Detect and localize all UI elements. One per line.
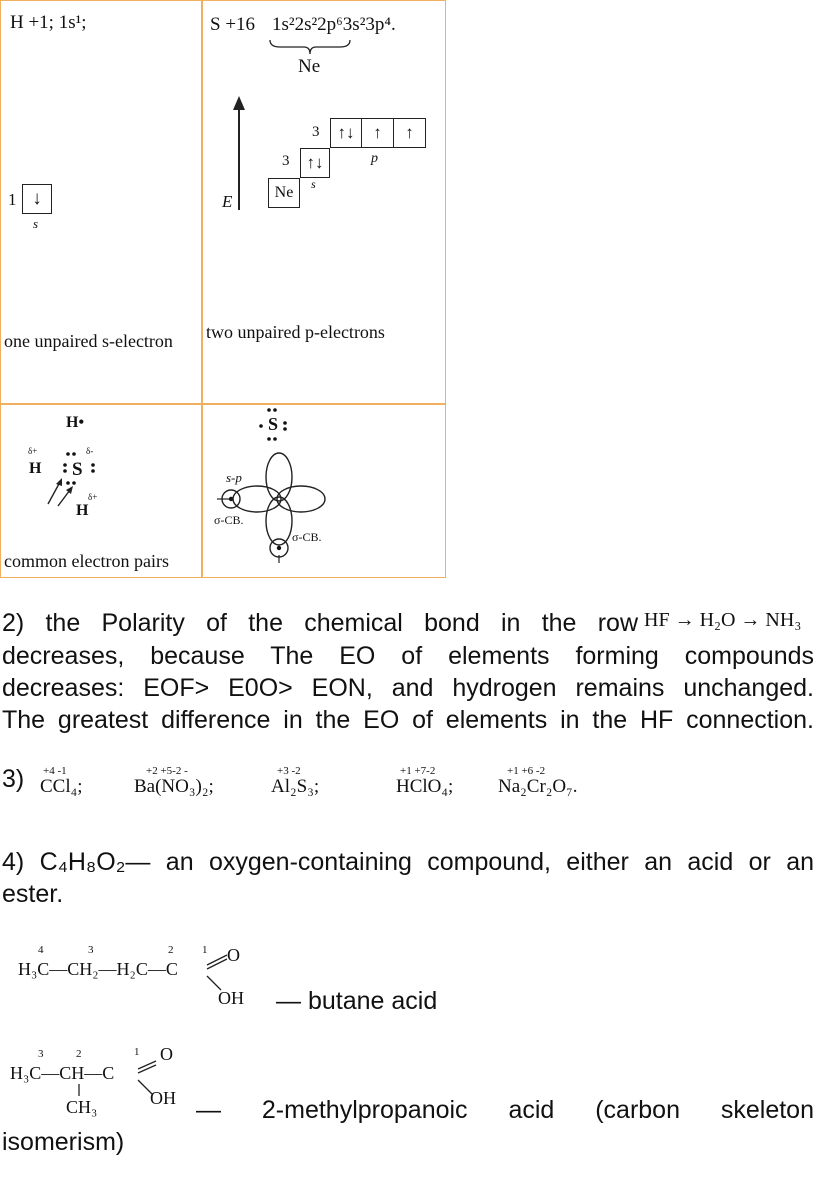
hydrogen-config: H +1; 1s¹;	[10, 12, 87, 33]
orbital-sulfur-label: S	[268, 414, 279, 434]
h-level-number: 1	[8, 190, 17, 209]
butanoic-num-1: 1	[202, 944, 208, 956]
row-formula	[644, 609, 801, 632]
3p-sublevel-label: p	[371, 151, 378, 166]
lewis-h-left: H	[29, 460, 42, 477]
energy-arrow-icon	[230, 96, 248, 212]
h-orbital-box: ↓	[22, 184, 52, 214]
energy-label: E	[222, 192, 233, 211]
ne-sublevel-label: s	[311, 177, 316, 191]
methyl-caption-line1	[196, 1096, 814, 1125]
ne-core-box: Ne	[268, 178, 300, 208]
methyl-caption-word: acid	[508, 1096, 555, 1124]
para2-line3	[2, 672, 814, 704]
butanoic-chain: H₃C—CH₂—H₂C—C	[18, 959, 178, 979]
methyl-caption-word: 2-methylpropanoic	[261, 1096, 468, 1124]
lewis-delta-plus-bottom: δ+	[88, 492, 98, 502]
ox-state-ba-no3: +2 +5-2 -	[146, 765, 188, 777]
sulfur-prefix: S +16	[210, 14, 256, 35]
para2-line2: decreases, because The EO of elements forming compounds	[2, 642, 814, 670]
3p-orbital-box: ↑	[394, 118, 426, 148]
sigma-bond-bottom-label: σ-CB.	[292, 530, 322, 544]
sulfur-config: 1s²2s²2p⁶3s²3p⁴.	[272, 14, 396, 35]
methyl-num-3: 3	[38, 1048, 44, 1060]
methyl-caption-line2: isomerism)	[2, 1128, 125, 1156]
ox-state-hclo4: +1 +7-2	[400, 765, 436, 777]
butanoic-num-3: 3	[88, 944, 94, 956]
para4-line2: ester.	[2, 880, 64, 908]
ne-brace-icon	[268, 38, 352, 56]
methyl-caption-word: (carbon	[595, 1096, 680, 1124]
s-caption: two unpaired p-electrons	[206, 322, 385, 342]
methyl-caption-dash: —	[196, 1096, 221, 1124]
butanoic-num-2: 2	[168, 944, 174, 956]
para2-line1-text: 2) the Polarity of the chemical bond in the row	[2, 609, 638, 637]
methyl-chain: H₃C—CH—C	[10, 1063, 115, 1083]
methyl-hydroxyl: OH	[150, 1088, 176, 1108]
lewis-delta-minus: δ-	[86, 446, 94, 456]
3p-orbital-box: ↑↓	[330, 118, 362, 148]
3s-orbital-box: ↑↓	[300, 148, 330, 178]
butanoic-num-4: 4	[38, 944, 44, 956]
lewis-delta-plus: δ+	[28, 446, 38, 456]
lewis-h-top: H•	[66, 414, 85, 431]
formula-al2s3: Al₂S₃;	[271, 776, 320, 797]
butanoic-oxygen: O	[227, 945, 240, 965]
ox-state-al2s3: +3 -2	[277, 765, 301, 777]
para2-line1	[2, 607, 638, 639]
butanoic-caption: — butane acid	[276, 987, 438, 1015]
para4-line1: 4) C₄H₈O₂— an oxygen-containing compound, either an acid or an	[2, 848, 814, 876]
lewis-h-bottom: H	[76, 502, 89, 519]
ox-state-na2cr2o7: +1 +6 -2	[507, 765, 546, 777]
ox-state-ccl4: +4 -1	[43, 765, 67, 777]
formula-hclo4: HClO₄;	[396, 776, 454, 797]
3p-orbital-box: ↑	[362, 118, 394, 148]
formula-ccl4: CCl₄;	[40, 776, 83, 797]
3s-level-number: 3	[282, 153, 290, 169]
butanoic-hydroxyl: OH	[218, 988, 244, 1008]
orbital-sulfur-dots-icon	[256, 406, 296, 444]
3p-orbital-boxes	[330, 118, 426, 148]
h-sublevel-label: s	[33, 216, 39, 231]
row-formula-text: HF → H₂O → NH₃	[644, 609, 802, 631]
electron-config-table	[0, 0, 446, 578]
para3-label: 3)	[2, 765, 25, 793]
methyl-oxygen: O	[160, 1044, 173, 1064]
p-orbital-overlap-icon	[215, 445, 335, 565]
formula-na2cr2o7: Na₂Cr₂O₇.	[498, 776, 578, 797]
ne-core-label: Ne	[298, 56, 321, 77]
methyl-branch: CH₃	[66, 1097, 98, 1117]
sp-overlap-label: s-p	[226, 470, 242, 485]
methyl-num-1: 1	[134, 1046, 140, 1058]
3p-level-number: 3	[312, 124, 320, 140]
h-caption: one unpaired s-electron	[4, 331, 173, 351]
methyl-num-2: 2	[76, 1048, 82, 1060]
lewis-sulfur: S	[72, 459, 83, 480]
formula-ba-no3: Ba(NO₃)₂;	[134, 776, 214, 797]
para2-line4: The greatest difference in the EO of elements in the HF connection.	[2, 706, 814, 734]
methyl-caption-word: skeleton	[720, 1096, 814, 1124]
h2s-caption: common electron pairs	[4, 551, 169, 571]
sigma-bond-left-label: σ-CB.	[214, 513, 244, 527]
para2-line3-text: decreases: EOF> E0O> EON, and hydrogen remains unchanged.	[2, 674, 814, 702]
